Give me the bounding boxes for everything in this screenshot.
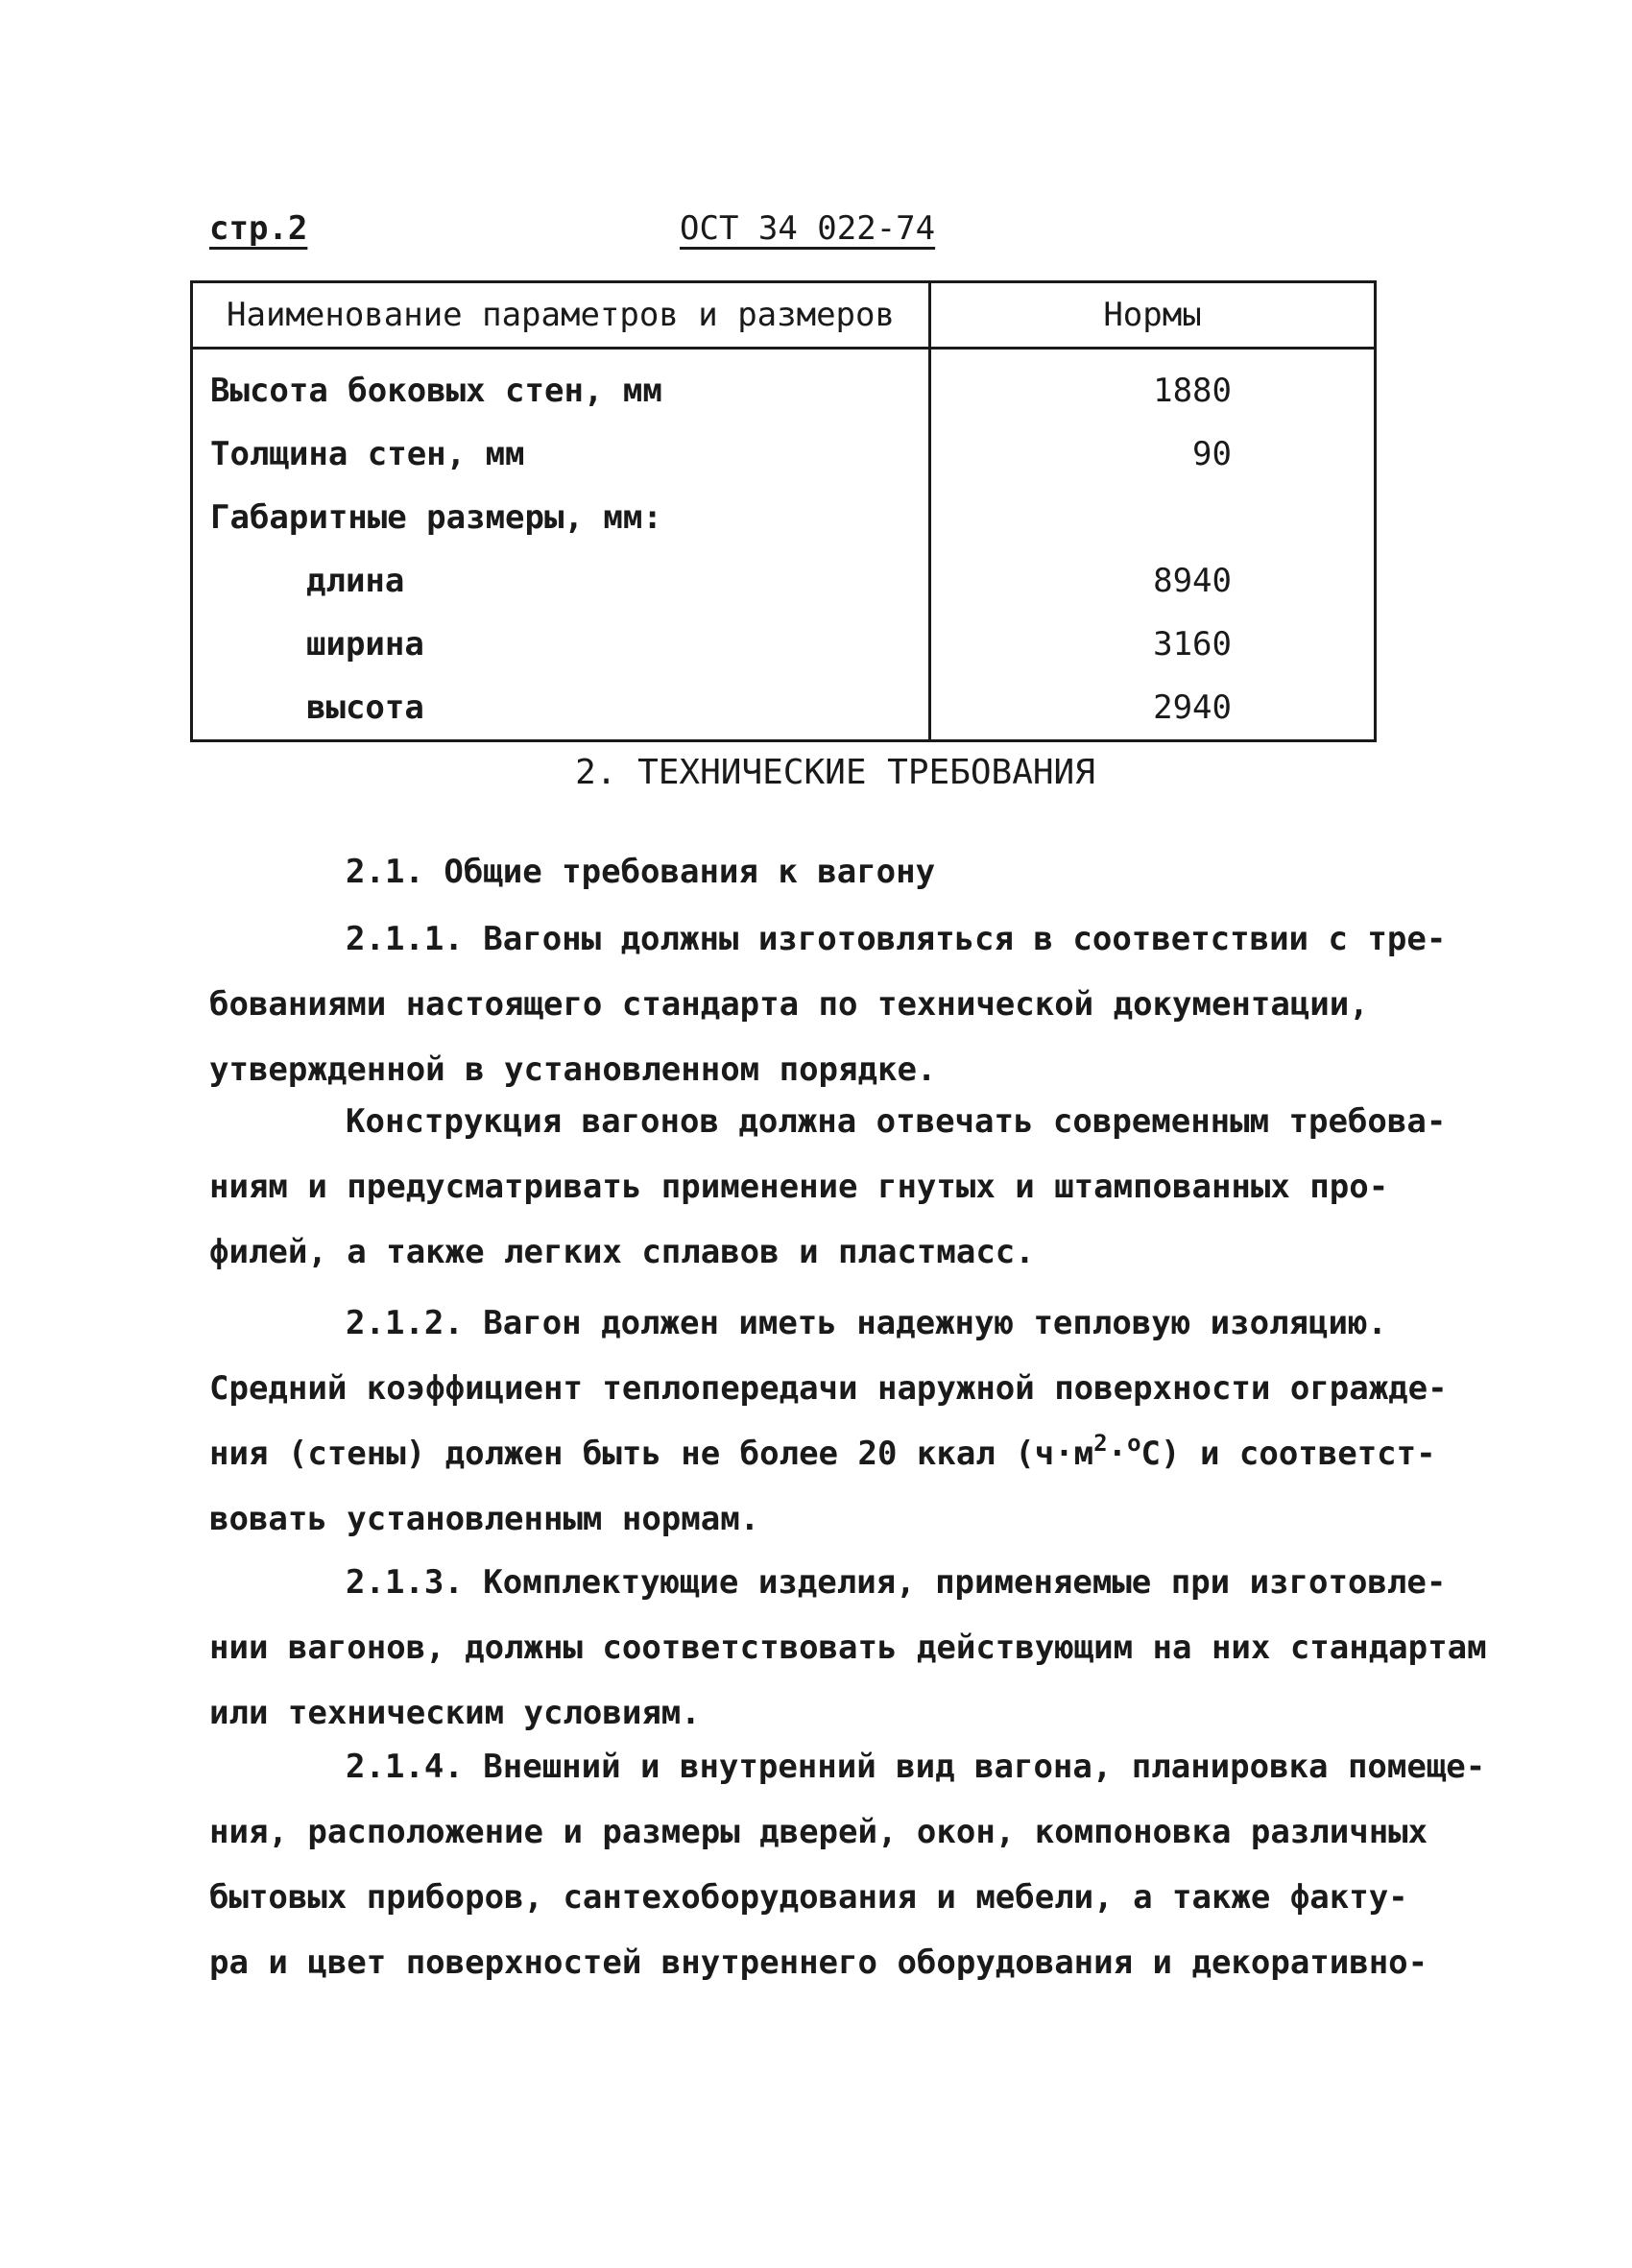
column-header-norms: Нормы [930,282,1376,349]
paragraph-2-1-3 [209,1550,1487,1746]
paragraph-construction [209,1089,1457,1285]
param-name: ширина [306,625,424,664]
text-line: ра и цвет поверхностей внутреннего оборудования и декоративно- [209,1943,1428,1982]
text-line: бытовых приборов, сантехоборудования и мебели, а также факту- [209,1878,1408,1917]
text-line: 2.1.2. Вагон должен иметь надежную тепловую изоляцию. [346,1304,1387,1342]
text-line: 2.1.1. Вагоны должны изготовляться в соответствии с тре- [346,920,1447,958]
param-name: высота [306,688,424,727]
parameters-table [190,280,1377,742]
text-line-with-units [209,1421,1457,1486]
param-name: Толщина стен, мм [210,435,525,473]
text-line: утвержденной в установленном порядке. [209,1050,937,1089]
superscript-degree: o [1127,1430,1141,1457]
page-header [209,209,939,257]
table-row [192,486,1376,549]
subsection-heading: 2.1. Общие требования к вагону [346,853,936,891]
text-line: бованиями настоящего стандарта по технической документации, [209,985,1369,1024]
param-name: длина [306,562,405,600]
superscript-2: 2 [1093,1430,1108,1457]
text-line: или техническим условиям. [209,1694,701,1732]
section-heading: 2. ТЕХНИЧЕСКИЕ ТРЕБОВАНИЯ [575,753,1095,792]
text-line: Средний коэффициент теплопередачи наружной поверхности огражде- [209,1369,1448,1408]
param-value: 8940 [930,549,1376,613]
text-line: филей, а также легких сплавов и пластмасс. [209,1233,1035,1271]
text-line: 2.1.3. Комплектующие изделия, применяемые при изготовле- [346,1563,1447,1602]
text-fragment: С) и соответст- [1140,1435,1436,1473]
paragraph-2-1-2 [209,1291,1457,1552]
text-line: вовать установленным нормам. [209,1500,760,1538]
text-fragment: ния (стены) должен быть не более 20 ккал (ч·м [209,1435,1094,1473]
paragraph-2-1-1 [209,906,1457,1102]
paragraph-2-1-4 [209,1734,1486,1995]
table-row [192,613,1376,676]
table-row [192,676,1376,741]
text-line: Конструкция вагонов должна отвечать современным требова- [346,1102,1447,1141]
document-code: ОСТ 34 022-74 [680,209,936,248]
table-header-row [192,282,1376,349]
text-line: ниям и предусматривать применение гнутых и штампованных про- [209,1168,1389,1206]
table-row [192,549,1376,613]
column-header-name: Наименование параметров и размеров [192,282,930,349]
text-fragment: · [1107,1435,1128,1473]
param-value: 3160 [930,613,1376,676]
param-value [930,486,1376,549]
param-value: 2940 [930,676,1376,741]
param-name: Габаритные размеры, мм: [210,498,662,537]
page-number: стр.2 [209,209,308,248]
text-line: нии вагонов, должны соответствовать действующим на них стандартам [209,1629,1487,1667]
text-line: 2.1.4. Внешний и внутренний вид вагона, планировка помеще- [346,1748,1486,1786]
table-row [192,422,1376,486]
param-value: 1880 [930,349,1376,423]
table-row [192,349,1376,423]
param-value: 90 [930,422,1376,486]
text-line: ния, расположение и размеры дверей, окон, компоновка различных [209,1813,1428,1851]
subsection-heading-block [209,839,1457,905]
param-name: Высота боковых стен, мм [210,372,662,410]
